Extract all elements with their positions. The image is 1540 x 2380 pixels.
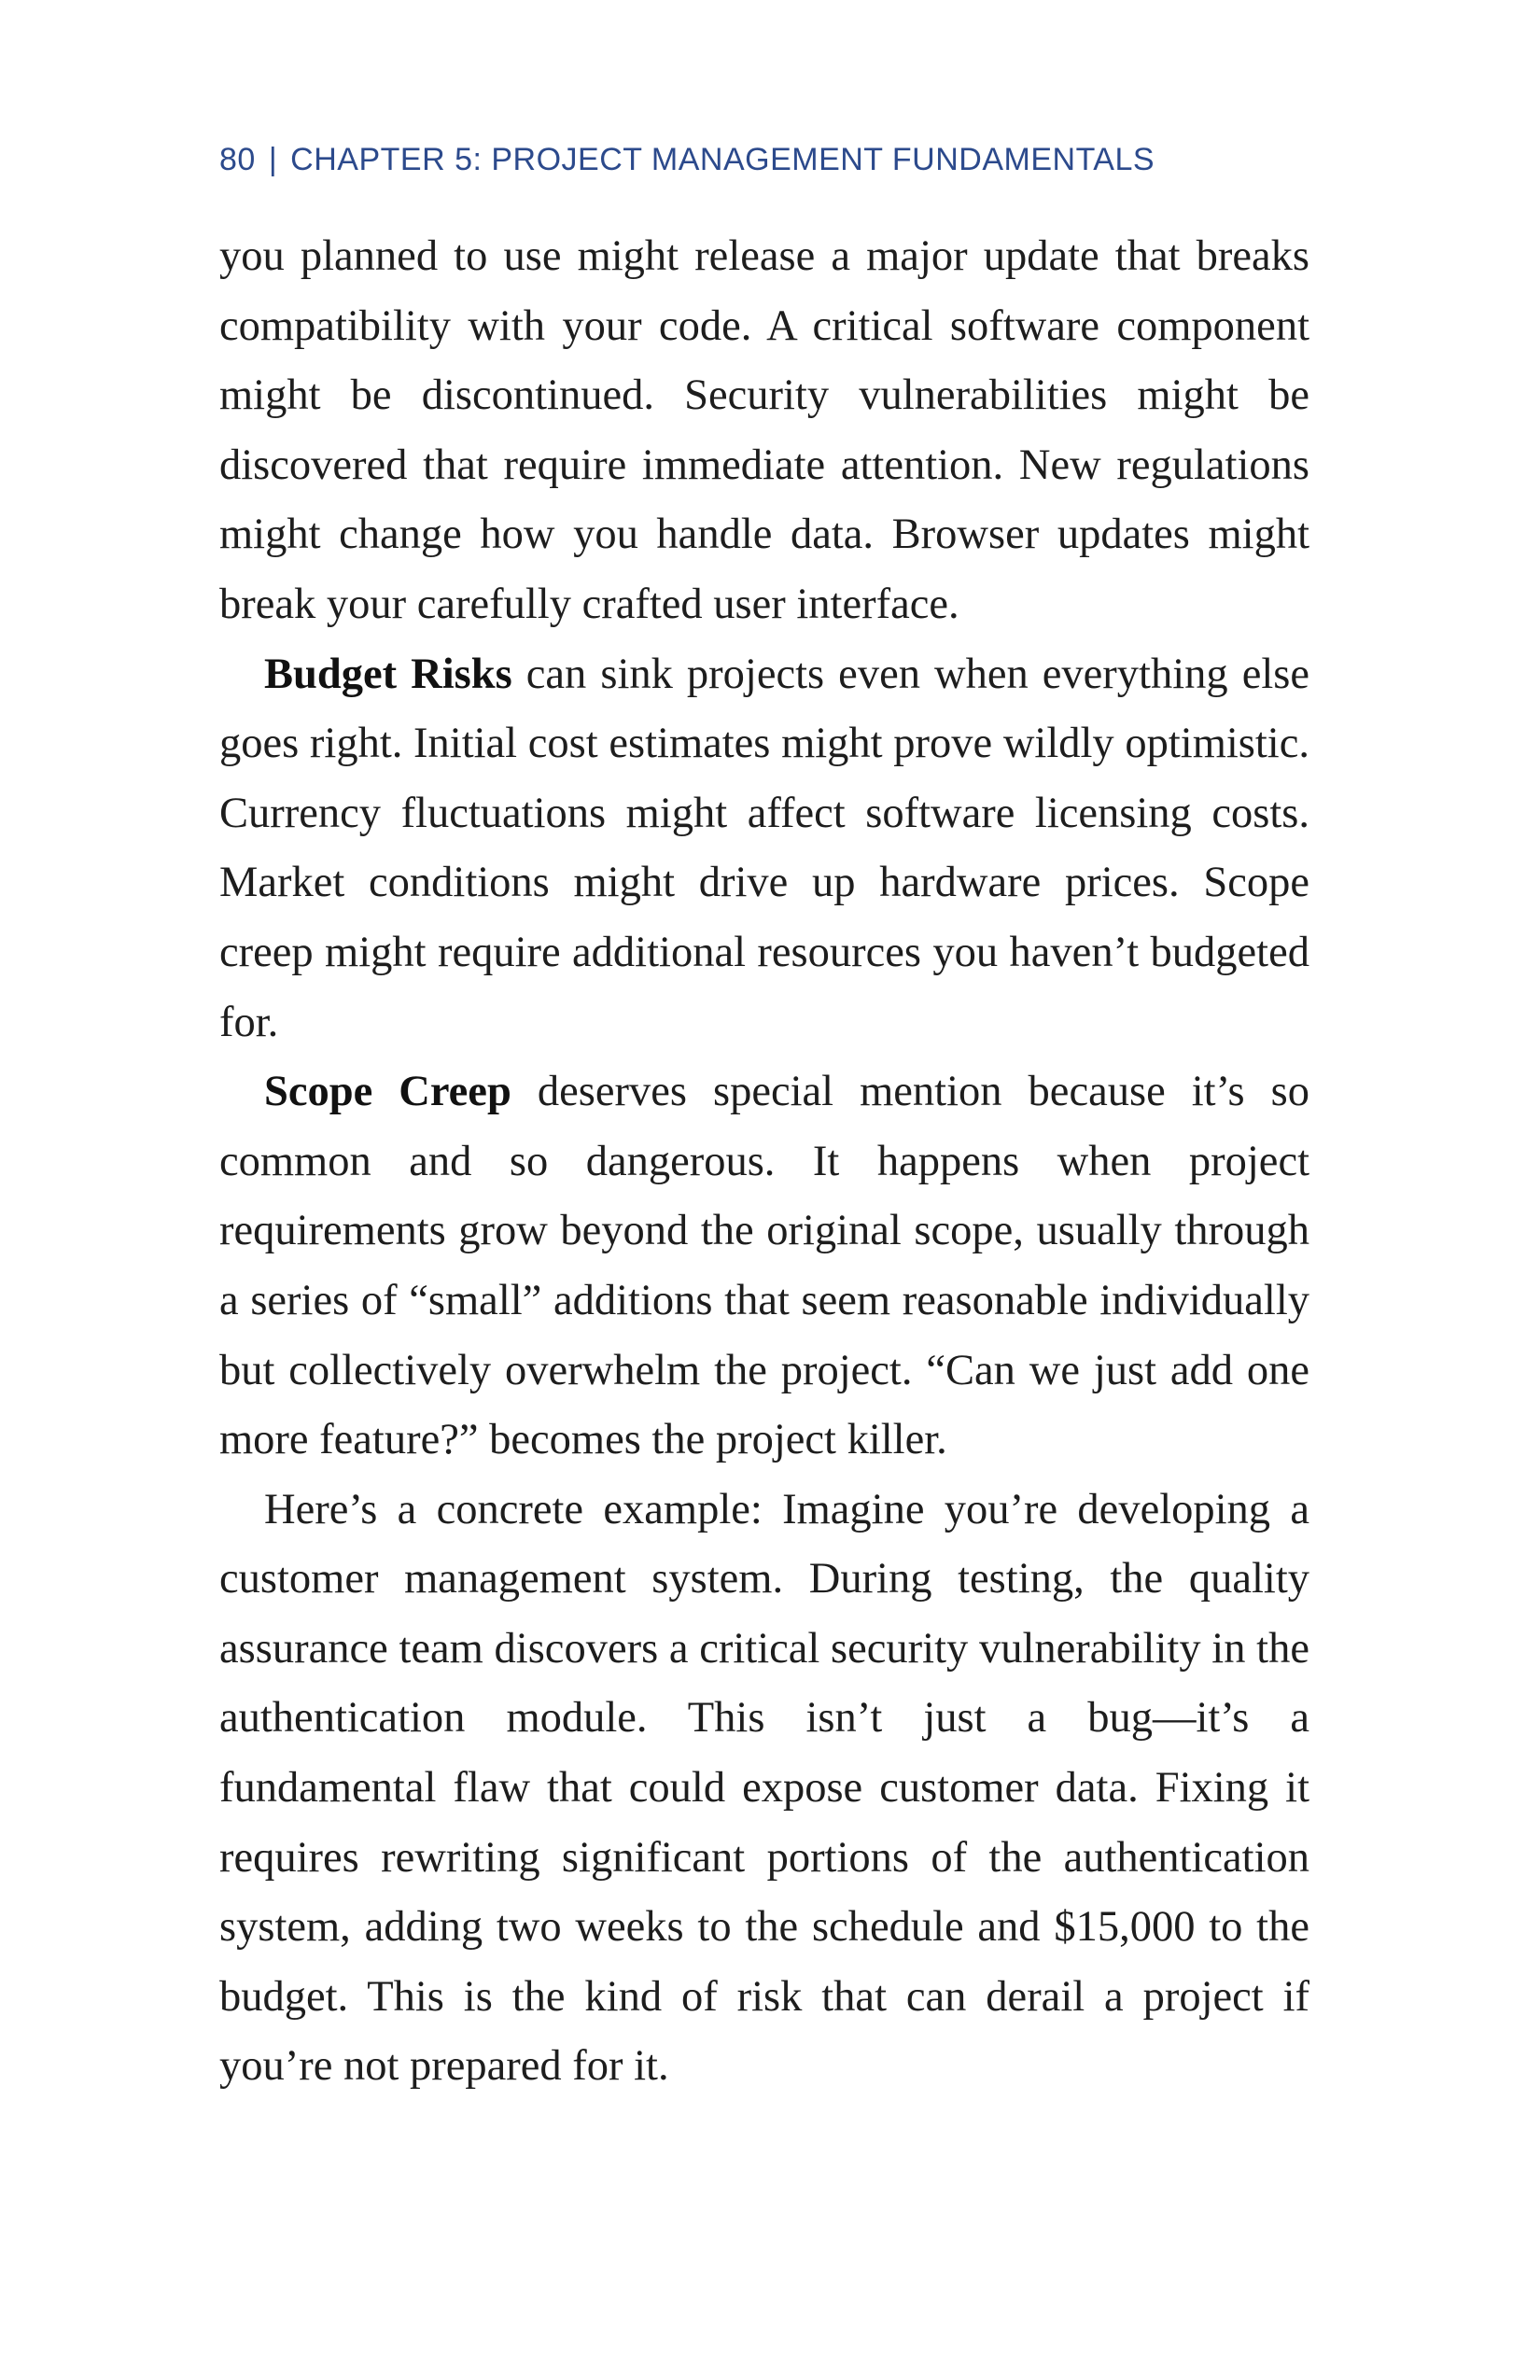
paragraph-continued — [219, 222, 1309, 640]
paragraph-text: can sink projects even when everything else goes right. Initial cost estimates might prove wildly optimistic. Currency fluctuations might affect software licensing costs. Market conditions might drive up hardware prices. Scope creep might require additional resources you haven’t budgeted for. — [219, 650, 1309, 1046]
paragraph-scope-creep — [219, 1057, 1309, 1476]
running-header — [219, 142, 1321, 178]
paragraph-lead: Budget Risks — [264, 650, 512, 698]
page-number: 80 — [219, 142, 256, 177]
paragraph-text: Here’s a concrete example: Imagine you’re developing a customer management system. During testing, the quality assurance team discovers a critical security vulnerability in the authentication module. This isn’t just a bug—it’s a fundamental flaw that could expose customer data. Fixing it requires rewriting significant portions of the authentication system, adding two weeks to the schedule and $15,000 to the budget. This is the kind of risk that can derail a project if you’re not prepared for it. — [219, 1485, 1309, 2091]
paragraph-example — [219, 1476, 1309, 2102]
body-text — [219, 222, 1309, 2102]
paragraph-text: deserves special mention because it’s so common and so dangerous. It happens when project requirements grow beyond the original scope, usually through a series of “small” additions that seem reasonable individually but collectively overwhelm the project. “Can we just add one more feature?” becomes the project killer. — [219, 1068, 1309, 1464]
paragraph-budget-risks — [219, 640, 1309, 1058]
paragraph-text: you planned to use might release a major update that breaks compatibility with your code. A critical software component might be discontinued. Security vulnerabilities might be discovered that require immediate attention. New regulations might change how you handle data. Browser updates might break your carefully crafted user interface. — [219, 232, 1309, 628]
paragraph-lead: Scope Creep — [264, 1068, 511, 1116]
header-separator: | — [268, 142, 278, 177]
chapter-title: CHAPTER 5: PROJECT MANAGEMENT FUNDAMENTALS — [290, 142, 1155, 177]
